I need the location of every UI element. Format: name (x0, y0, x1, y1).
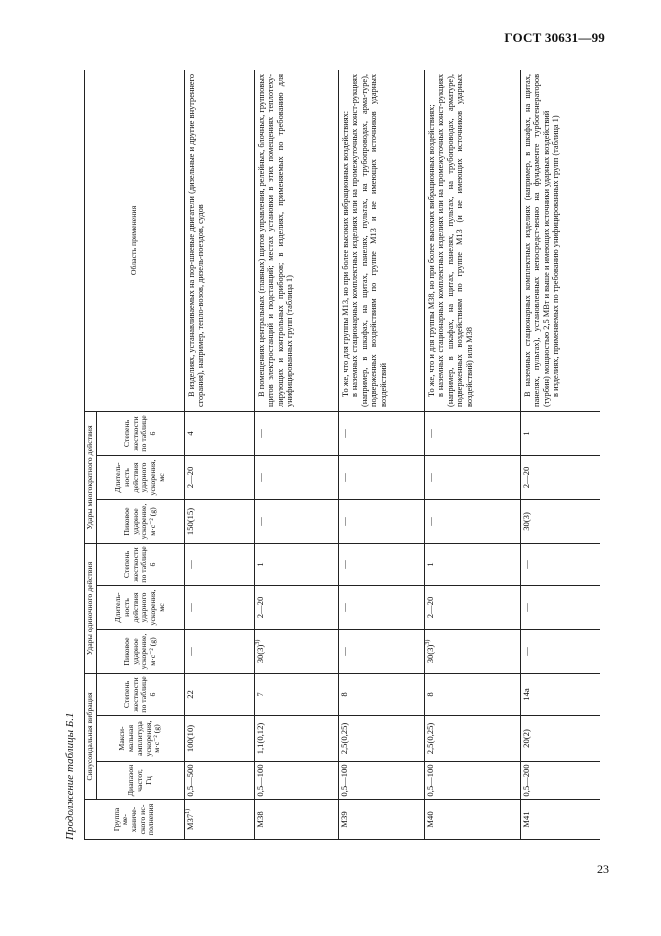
multi-peak-cell: — (424, 499, 520, 543)
multi-duration-cell: 2—20 (184, 455, 254, 499)
single-duration-cell: — (338, 585, 424, 629)
col-multi-peak: Пиковое ударное ускорение, м·с⁻² (g) (96, 499, 184, 543)
application-cell: То же, что и для группы М38, но при более высоких вибрационных воздействиях; в наземных стационарных комплектных изделиях или на промежуточных конст-рукциях (например, в шкафах, на щитах, панелях, пультах, на трубопроводах, арматуре), подверженных воздействиям по группе М13 (и не имеющих источников ударных воздействий) или М38 (424, 70, 520, 411)
amplitude-cell: 20(2) (520, 716, 600, 762)
multi-severity-cell: — (338, 411, 424, 455)
freq-cell: 0,5—500 (184, 762, 254, 800)
col-peak-accel: Пиковое ударное ускорение, м·с⁻² (g) (96, 629, 184, 673)
group-cell: М41 (520, 800, 600, 840)
multi-duration-cell: 2—20 (520, 455, 600, 499)
table-body (184, 70, 600, 840)
multi-severity-cell: 4 (184, 411, 254, 455)
single-peak-cell: $30(3)^{3)}$ (424, 629, 520, 673)
application-cell: В изделиях, устанавливаемых на пор-шневые двигатели (дизельные и другие внутреннего сгорания), например, тепло-возов, дизель-поездов, судов (184, 70, 254, 411)
freq-cell: 0,5—200 (520, 762, 600, 800)
multi-severity-cell: — (254, 411, 338, 455)
single-peak-cell: — (184, 629, 254, 673)
single-duration-cell: 2—20 (254, 585, 338, 629)
single-peak-cell: $30(3)^{3)}$ (254, 629, 338, 673)
specs-table (84, 70, 600, 840)
severity-cell: 7 (254, 673, 338, 715)
table-row (424, 70, 520, 840)
col-shock-duration: Длитель-ность действия ударного ускорения, мс (96, 585, 184, 629)
rotated-table-area (64, 70, 600, 840)
application-cell: В помещениях центральных (главных) щитов управления, релейных, блочных, групповых щитов электростанций и подстанций; местах установки в этих помещениях теплотеху-лирующих и контрольных приборов; в изделиях, применяемых по требованию для унифицированных групп (таблица 1) (254, 70, 338, 411)
freq-cell: 0,5—100 (338, 762, 424, 800)
col-application: Область применения (85, 70, 185, 411)
freq-cell: 0,5—100 (424, 762, 520, 800)
freq-cell: 0,5—100 (254, 762, 338, 800)
group-cell: М40 (424, 800, 520, 840)
single-severity-cell: 1 (424, 543, 520, 585)
multi-duration-cell: — (424, 455, 520, 499)
col-freq-range: Диапазон частот, Гц (96, 762, 184, 800)
col-max-amplitude: Макси-мальная амплитуда ускорения, м·с⁻² (g) (96, 716, 184, 762)
table-caption: Продолжение таблицы Б.1 (64, 712, 76, 840)
group-cell: М39 (338, 800, 424, 840)
multi-severity-cell: — (424, 411, 520, 455)
amplitude-cell: 2,5(0,25) (424, 716, 520, 762)
severity-cell: 8 (338, 673, 424, 715)
application-cell: То же, что для группы М13, но при более высоких вибрационных воздействиях: в наземных стационарных комплектных изделиях или на промежуточных конст-рукциях (например, в шкафах, на щитах, панелях, пультах, на трубопроводах, арма-туре), подверженных воздействиям по группе М13 и не имеющих источников ударных воздействий (338, 70, 424, 411)
multi-peak-cell: 30(3) (520, 499, 600, 543)
table-row (520, 70, 600, 840)
multi-duration-cell: — (338, 455, 424, 499)
table-row (254, 70, 338, 840)
standard-number: ГОСТ 30631—99 (504, 30, 605, 45)
single-severity-cell: — (338, 543, 424, 585)
single-duration-cell: — (520, 585, 600, 629)
single-duration-cell: — (184, 585, 254, 629)
col-sine-vibration: Синусоидальная вибрация (85, 673, 97, 799)
multi-peak-cell: 150(15) (184, 499, 254, 543)
col-multi-severity: Степень жесткости по таблице 6 (96, 411, 184, 455)
col-single-shock: Удары одиночного действия (85, 543, 97, 673)
rotated-content (64, 70, 600, 840)
multi-severity-cell: 1 (520, 411, 600, 455)
multi-peak-cell: — (254, 499, 338, 543)
col-group: Группа ме-ханиче-ского ис-полнения (85, 800, 185, 840)
amplitude-cell: 1,1(0,12) (254, 716, 338, 762)
page-number: 23 (597, 862, 609, 876)
single-duration-cell: 2—20 (424, 585, 520, 629)
application-cell: В наземных стационарных комплектных изделиях (например, в шкафах, на щитах, панелях, пультах), установленных непосредст-венно на фундаменте турбогенераторов (турбин) мощностью 2,5 МВт и выше и имеющих источники ударных воздействий в изделиях, применяемых по требованию унифицированных групп (таблица 1) (520, 70, 600, 411)
severity-cell: 14а (520, 673, 600, 715)
table-row (338, 70, 424, 840)
col-single-severity: Степень жесткости по таблице 6 (96, 543, 184, 585)
group-cell: М37$^{1)}$ (184, 800, 254, 840)
multi-peak-cell: — (338, 499, 424, 543)
single-peak-cell: — (520, 629, 600, 673)
severity-cell: 22 (184, 673, 254, 715)
multi-duration-cell: — (254, 455, 338, 499)
severity-cell: 8 (424, 673, 520, 715)
col-multiple-shock: Удары многократного действия (85, 411, 97, 543)
single-peak-cell: — (338, 629, 424, 673)
amplitude-cell: 2,5(0,25) (338, 716, 424, 762)
single-severity-cell: 1 (254, 543, 338, 585)
single-severity-cell: — (520, 543, 600, 585)
amplitude-cell: 100(10) (184, 716, 254, 762)
table-row (184, 70, 254, 840)
col-severity: Степень жесткости по таблице 6 (96, 673, 184, 715)
group-cell: М38 (254, 800, 338, 840)
col-multi-duration: Длитель-ность действия ударного ускорения, мс (96, 455, 184, 499)
single-severity-cell: — (184, 543, 254, 585)
